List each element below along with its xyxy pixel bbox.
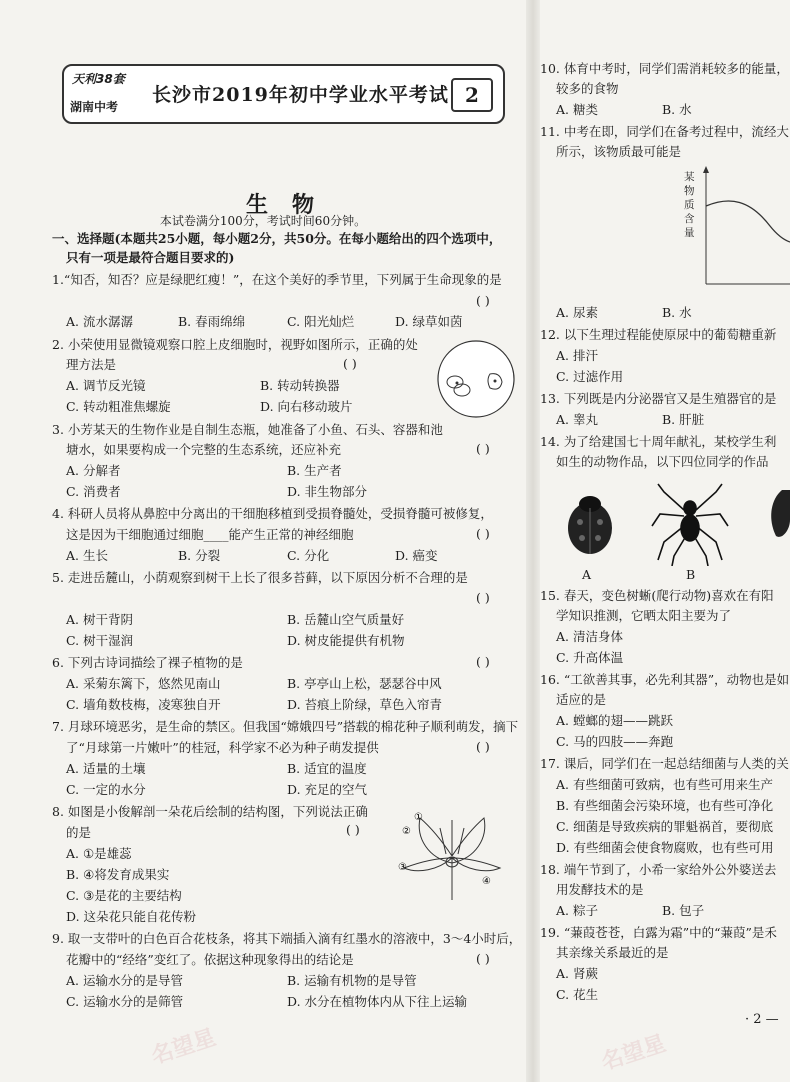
q7-stem: 7. 月球环境恶劣，是生命的禁区。但我国“嫦娥四号”搭载的棉花种子顺利萌发，摘下 [52, 719, 519, 734]
q13-option-b: B. 肝脏 [662, 412, 705, 427]
q8-stem: 8. 如图是小俊解剖一朵花后绘制的结构图，下列说法正确 [52, 804, 368, 819]
q14-label-a: A [582, 567, 592, 582]
q6-option-a: A. 采菊东篱下，悠然见南山 [66, 676, 221, 691]
q8-option-a: A. ①是雄蕊 [66, 846, 132, 861]
q16-option-c: C. 马的四肢——奔跑 [556, 734, 674, 749]
q1-option-c: C. 阳光灿烂 [287, 314, 355, 329]
q10-stem-cont: 较多的食物 [556, 81, 619, 96]
q11-line-chart [700, 166, 790, 296]
q1-option-a: A. 流水潺潺 [66, 314, 133, 329]
q9-option-c: C. 运输水分的是筛管 [66, 994, 184, 1009]
q11-stem: 11. 中考在即，同学们在备考过程中，流经大 [540, 124, 789, 139]
q12-option-c: C. 过滤作用 [556, 369, 624, 384]
q17-stem: 17. 课后，同学们在一起总结细菌与人类的关 [540, 756, 789, 771]
svg-text:①: ① [414, 812, 423, 823]
q5-stem: 5. 走进岳麓山，小荫观察到树干上长了很多苔藓，以下原因分析不合理的是 [52, 570, 468, 585]
q17-option-c: C. 细菌是导致疾病的罪魁祸首，要彻底 [556, 819, 774, 834]
section-heading: 一、选择题(本题共25小题，每小题2分，共50分。在每小题给出的四个选项中， [52, 231, 502, 246]
region-label: 湖南中考 [70, 100, 119, 114]
q15-stem: 15. 春天，变色树蜥(爬行动物)喜欢在有阳 [540, 588, 774, 603]
svg-text:②: ② [402, 826, 411, 837]
q2-stem-cont: 理方法是 [66, 357, 117, 372]
q17-option-a: A. 有些细菌可致病，也有些可用来生产 [556, 777, 773, 792]
q2-option-a: A. 调节反光镜 [66, 378, 146, 393]
q2-option-c: C. 转动粗准焦螺旋 [66, 399, 171, 414]
q10-stem: 10. 体育中考时，同学们需消耗较多的能量， [540, 61, 789, 76]
q16-stem: 16. “工欲善其事，必先利其器”，动物也是如 [540, 672, 790, 687]
q13-option-a: A. 睾丸 [556, 412, 598, 427]
q2-option-d: D. 向右移动玻片 [260, 399, 353, 414]
brand-logo: 天利38套 [72, 72, 125, 86]
q4-option-c: C. 分化 [287, 548, 330, 563]
q11-chart-ylabel: 某物质含量 [684, 171, 695, 239]
q6-option-d: D. 苔痕上阶绿，草色入帘青 [287, 697, 443, 712]
q16-stem-cont: 适应的是 [556, 692, 607, 707]
q18-stem-cont: 用发酵技术的是 [556, 882, 644, 897]
q3-option-b: B. 生产者 [287, 463, 342, 478]
ladybug-picture [568, 496, 612, 554]
q5-answer-paren: ( ) [476, 590, 490, 605]
watermark: 名望星 [148, 1025, 219, 1070]
q2-stem: 2. 小荣使用显微镜观察口腔上皮细胞时，视野如图所示，正确的处 [52, 337, 418, 352]
q7-answer-paren: ( ) [476, 739, 490, 754]
q5-option-a: A. 树干背阴 [66, 612, 133, 627]
page-number: · 2 — [745, 1012, 779, 1027]
svg-text:④: ④ [482, 876, 491, 887]
q8-option-d: D. 这朵花只能自花传粉 [66, 909, 197, 924]
microscope-field-diagram [435, 338, 517, 420]
q1-answer-paren: ( ) [476, 293, 490, 308]
q9-option-d: D. 水分在植物体内从下往上运输 [287, 994, 468, 1009]
q8-option-b: B. ④将发育成果实 [66, 867, 170, 882]
q18-stem: 18. 端午节到了，小希一家给外公外婆送去 [540, 862, 777, 877]
q17-option-d: D. 有些细菌会使食物腐败，也有些可用 [556, 840, 774, 855]
q7-option-b: B. 适宜的温度 [287, 761, 367, 776]
spider-picture [652, 484, 728, 566]
q19-stem-cont: 其亲缘关系最近的是 [556, 945, 669, 960]
q3-option-d: D. 非生物部分 [287, 484, 368, 499]
q9-stem-cont: 花瓣中的“经络”变红了。依据这种现象得出的结论是 [66, 952, 354, 967]
q4-option-a: A. 生长 [66, 548, 108, 563]
q19-stem: 19. “蒹葭苍苍，白露为霜”中的“蒹葭”是禾 [540, 925, 777, 940]
q11-stem-cont: 所示，该物质最可能是 [556, 144, 682, 159]
subject-title: 生物 [246, 192, 339, 218]
q7-option-a: A. 适量的土壤 [66, 761, 146, 776]
q14-stem-cont: 如生的动物作品，以下四位同学的作品 [556, 454, 769, 469]
q1-option-d: D. 绿草如茵 [395, 314, 463, 329]
q6-option-c: C. 墙角数枝梅，凌寒独自开 [66, 697, 221, 712]
q6-answer-paren: ( ) [476, 654, 490, 669]
section-heading-cont: 只有一项是最符合题目要求的) [66, 250, 235, 265]
q15-option-c: C. 升高体温 [556, 650, 624, 665]
q7-option-c: C. 一定的水分 [66, 782, 146, 797]
exam-title: 长沙市2019年初中学业水平考试 [152, 84, 449, 106]
q17-option-b: B. 有些细菌会污染环境，也有些可净化 [556, 798, 774, 813]
q12-option-a: A. 排汗 [556, 348, 598, 363]
q3-option-c: C. 消费者 [66, 484, 121, 499]
q11-option-a: A. 尿素 [556, 305, 598, 320]
q16-option-a: A. 螳螂的翅——跳跃 [556, 713, 673, 728]
q18-option-a: A. 粽子 [556, 903, 598, 918]
exam-header [62, 64, 505, 124]
q3-stem-cont: 塘水，如果要构成一个完整的生态系统，还应补充 [66, 442, 342, 457]
q3-answer-paren: ( ) [476, 441, 490, 456]
flower-structure-diagram [398, 808, 506, 908]
q19-option-a: A. 肾蕨 [556, 966, 598, 981]
q2-option-b: B. 转动转换器 [260, 378, 340, 393]
watermark: 名望星 [598, 1031, 669, 1076]
q14-stem: 14. 为了给建国七十周年献礼，某校学生利 [540, 434, 777, 449]
butterfly-picture [771, 490, 790, 537]
q3-stem: 3. 小芳某天的生物作业是自制生态瓶，她准备了小鱼、石头、容器和池 [52, 422, 443, 437]
q10-option-b: B. 水 [662, 102, 692, 117]
q4-option-b: B. 分裂 [178, 548, 221, 563]
q5-option-c: C. 树干湿润 [66, 633, 134, 648]
q8-answer-paren: ( ) [346, 822, 360, 837]
q18-option-b: B. 包子 [662, 903, 705, 918]
q14-animal-pictures [560, 480, 790, 566]
q4-stem-cont: 这是因为干细胞通过细胞____能产生正常的神经细胞 [66, 527, 354, 542]
q2-answer-paren: ( ) [343, 356, 357, 371]
q10-option-a: A. 糖类 [556, 102, 598, 117]
q5-option-d: D. 树皮能提供有机物 [287, 633, 405, 648]
q4-option-d: D. 癌变 [395, 548, 438, 563]
q12-stem: 12. 以下生理过程能使原尿中的葡萄糖重新 [540, 327, 777, 342]
q1-option-b: B. 春雨绵绵 [178, 314, 246, 329]
q13-stem: 13. 下列既是内分泌器官又是生殖器官的是 [540, 391, 777, 406]
q14-label-b: B [686, 567, 696, 582]
q9-stem: 9. 取一支带叶的白色百合花枝条，将其下端插入滴有红墨水的溶液中，3～4小时后， [52, 931, 522, 946]
q3-option-a: A. 分解者 [66, 463, 121, 478]
q11-option-b: B. 水 [662, 305, 692, 320]
q1-stem: 1.“知否，知否？应是绿肥红瘦！”，在这个美好的季节里，下列属于生命现象的是 [52, 272, 502, 287]
exam-number: 2 [451, 78, 493, 112]
q19-option-c: C. 花生 [556, 987, 599, 1002]
q15-stem-cont: 学知识推测，它晒太阳主要为了 [556, 608, 732, 623]
q9-option-b: B. 运输有机物的是导管 [287, 973, 417, 988]
q8-stem-cont: 的是 [66, 825, 92, 840]
q8-option-c: C. ③是花的主要结构 [66, 888, 182, 903]
q9-answer-paren: ( ) [476, 951, 490, 966]
q7-stem-cont: 了“月球第一片嫩叶”的桂冠，科学家不必为种子萌发提供 [66, 740, 379, 755]
q6-option-b: B. 亭亭山上松，瑟瑟谷中风 [287, 676, 442, 691]
q15-option-a: A. 清洁身体 [556, 629, 623, 644]
q4-answer-paren: ( ) [476, 526, 490, 541]
q5-option-b: B. 岳麓山空气质量好 [287, 612, 405, 627]
page-fold [526, 0, 540, 1082]
q9-option-a: A. 运输水分的是导管 [66, 973, 183, 988]
q4-stem: 4. 科研人员将从鼻腔中分离出的干细胞移植到受损脊髓处，受损脊髓可被修复， [52, 506, 493, 521]
q7-option-d: D. 充足的空气 [287, 782, 368, 797]
svg-text:③: ③ [398, 862, 407, 873]
exam-info: 本试卷满分100分，考试时间60分钟。 [159, 214, 367, 228]
q6-stem: 6. 下列古诗词描绘了裸子植物的是 [52, 655, 243, 670]
